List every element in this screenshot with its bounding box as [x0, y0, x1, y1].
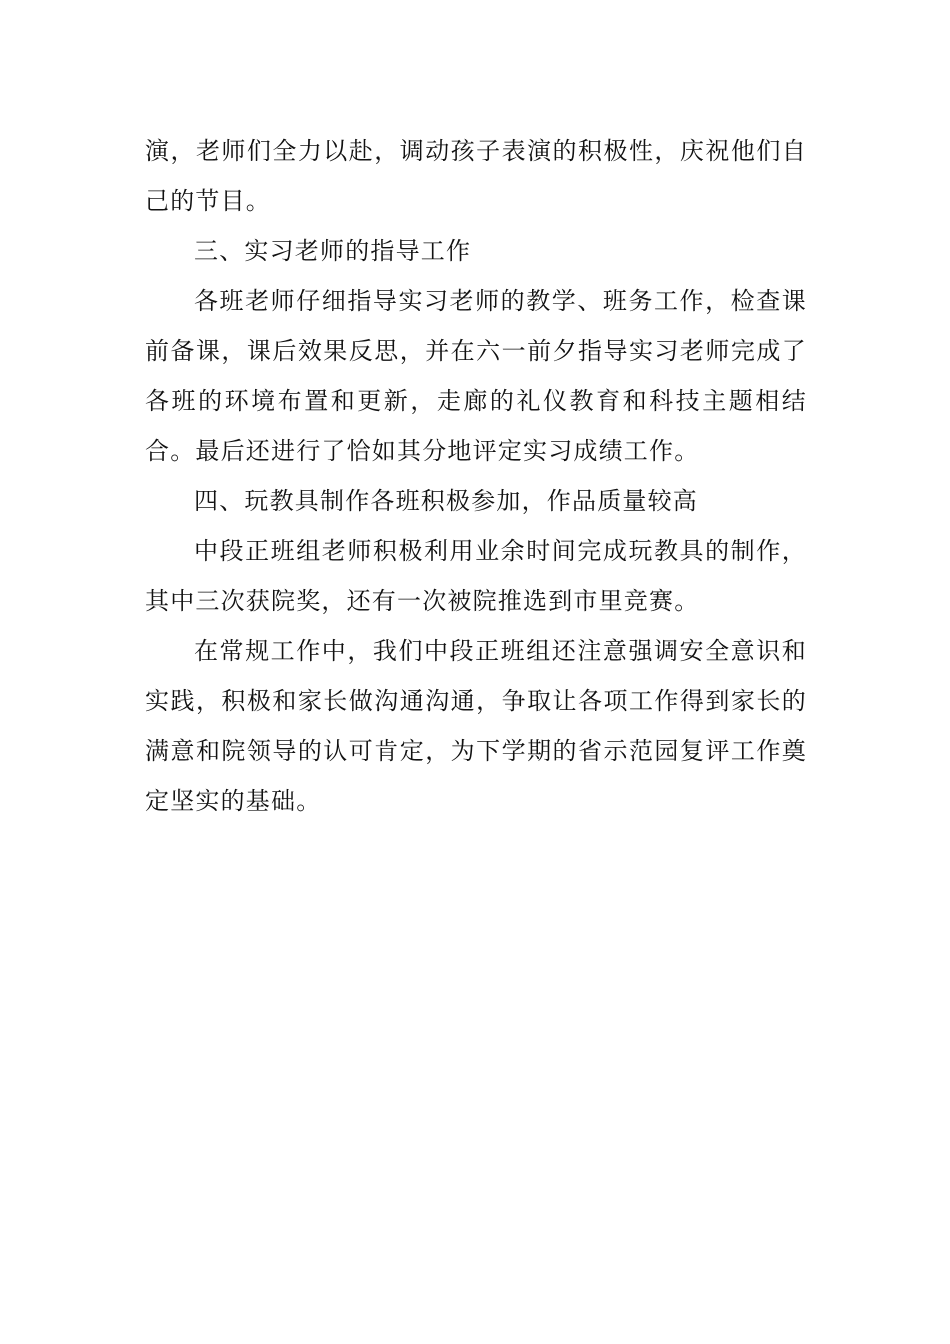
- paragraph-routine-work: 在常规工作中，我们中段正班组还注意强调安全意识和实践，积极和家长做沟通沟通，争取让各项工作得到家长的满意和院领导的认可肯定，为下学期的省示范园复评工作奠定坚实的基础。: [145, 637, 807, 815]
- paragraph-continuation: 演，老师们全力以赴，调动孩子表演的积极性，庆祝他们自己的节目。: [145, 137, 807, 215]
- section-heading-intern-guidance: 三、实习老师的指导工作: [194, 237, 472, 265]
- paragraph-intern-guidance: 各班老师仔细指导实习老师的教学、班务工作，检查课前备课，课后效果反思，并在六一前夕指导实习老师完成了各班的环境布置和更新，走廊的礼仪教育和科技主题相结合。最后还进行了恰如其分地评定实习成绩工作。: [145, 287, 807, 465]
- document-body: [145, 126, 807, 826]
- paragraph-toy-making: 中段正班组老师积极利用业余时间完成玩教具的制作，其中三次获院奖，还有一次被院推选到市里竞赛。: [145, 537, 807, 615]
- section-heading-toy-making: 四、玩教具制作各班积极参加，作品质量较高: [194, 487, 698, 515]
